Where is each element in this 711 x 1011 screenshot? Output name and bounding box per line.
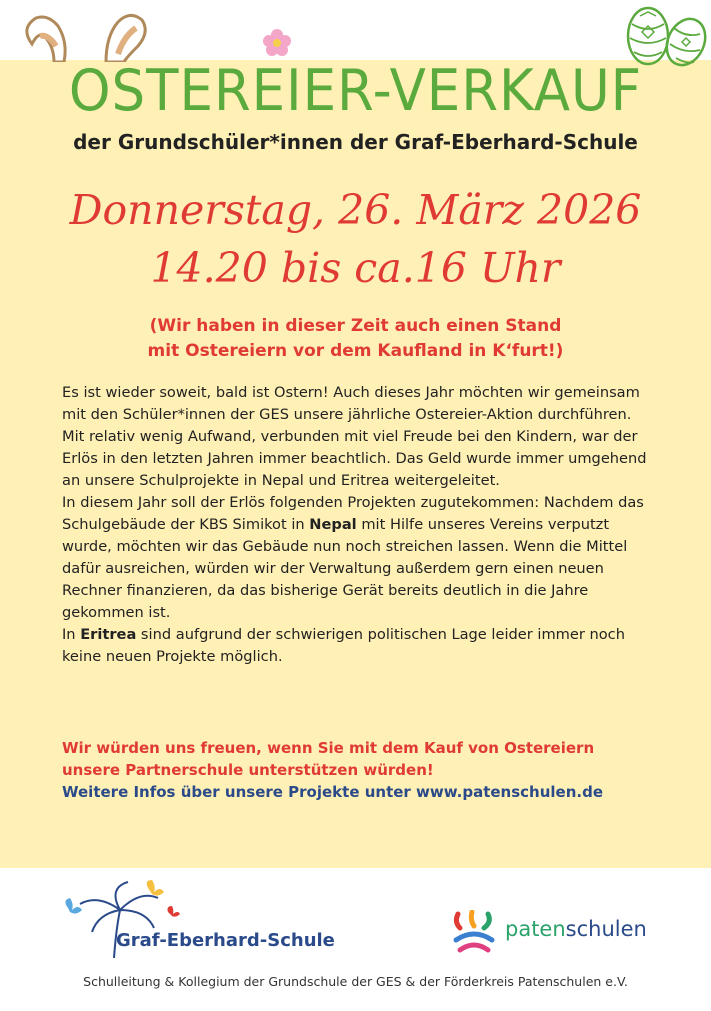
patenschulen-part1: paten	[505, 917, 566, 941]
appeal-block	[62, 737, 682, 803]
patenschulen-part2: schulen	[565, 917, 647, 941]
footer-credit: Schulleitung & Kollegium der Grundschule der GES & der Förderkreis Patenschulen e.V.	[83, 974, 628, 989]
info-link-line[interactable]: Weitere Infos über unsere Projekte unter www.patenschulen.de	[62, 783, 604, 801]
paragraph-revenue: Mit relativ wenig Aufwand, verbunden mit viel Freude bei den Kindern, war der Erlös in den letzten Jahren immer beachtlich. Das Geld wurde immer umgehend an unsere Schulprojekte in Nepal und Eritrea weitergeleitet.	[62, 428, 647, 489]
nepal-highlight: Nepal	[309, 516, 357, 533]
paragraph-projects	[62, 492, 662, 624]
patenschulen-logo-name	[505, 917, 647, 941]
bunny-ears-icon	[14, 6, 164, 62]
page-title: OSTEREIER-VERKAUF	[68, 58, 643, 124]
stand-notice	[0, 314, 711, 364]
eritrea-highlight: Eritrea	[80, 626, 137, 643]
flower-icon	[262, 28, 292, 58]
ges-logo-name: Graf-Eberhard-Schule	[116, 930, 335, 951]
stand-notice-line1: (Wir haben in dieser Zeit auch einen Stand	[149, 316, 562, 336]
paragraph-eritrea	[62, 624, 662, 668]
appeal-line1: Wir würden uns freuen, wenn Sie mit dem Kauf von Ostereiern	[62, 739, 595, 757]
event-time: 14.20 bis ca.16 Uhr	[150, 244, 561, 292]
paragraph-projects-b: mit Hilfe unseres Vereins verputzt wurde, möchten wir das Gebäude nun noch streichen lassen. Wenn die Mittel dafür ausreichen, würden wir der Verwaltung außerdem gern einen neuen Rechner finanzieren, da das bisherige Gerät bereits deutlich in die Jahre gekommen ist.	[62, 516, 628, 621]
appeal-line2: unsere Partnerschule unterstützen würden!	[62, 761, 434, 779]
paragraph-intro: Es ist wieder soweit, bald ist Ostern! Auch dieses Jahr möchten wir gemeinsam mit den Schüler*innen der GES unsere jährliche Ostereier-Aktion durchführen.	[62, 384, 640, 423]
patenschulen-logo-icon	[452, 910, 496, 954]
paragraph-projects-a: In diesem Jahr soll der Erlös folgenden Projekten zugutekommen: Nachdem das Schulgebäude der KBS Simikot in	[62, 494, 644, 533]
stand-notice-line2: mit Ostereiern vor dem Kaufland in K‘furt!)	[147, 341, 564, 361]
event-date: Donnerstag, 26. März 2026	[69, 186, 642, 234]
paragraph-eritrea-b: sind aufgrund der schwierigen politischen Lage leider immer noch keine neuen Projekte möglich.	[62, 626, 625, 665]
paragraph-eritrea-a: In	[62, 626, 81, 643]
body-text	[62, 382, 662, 668]
page-subtitle: der Grundschüler*innen der Graf-Eberhard-Schule	[73, 130, 638, 154]
